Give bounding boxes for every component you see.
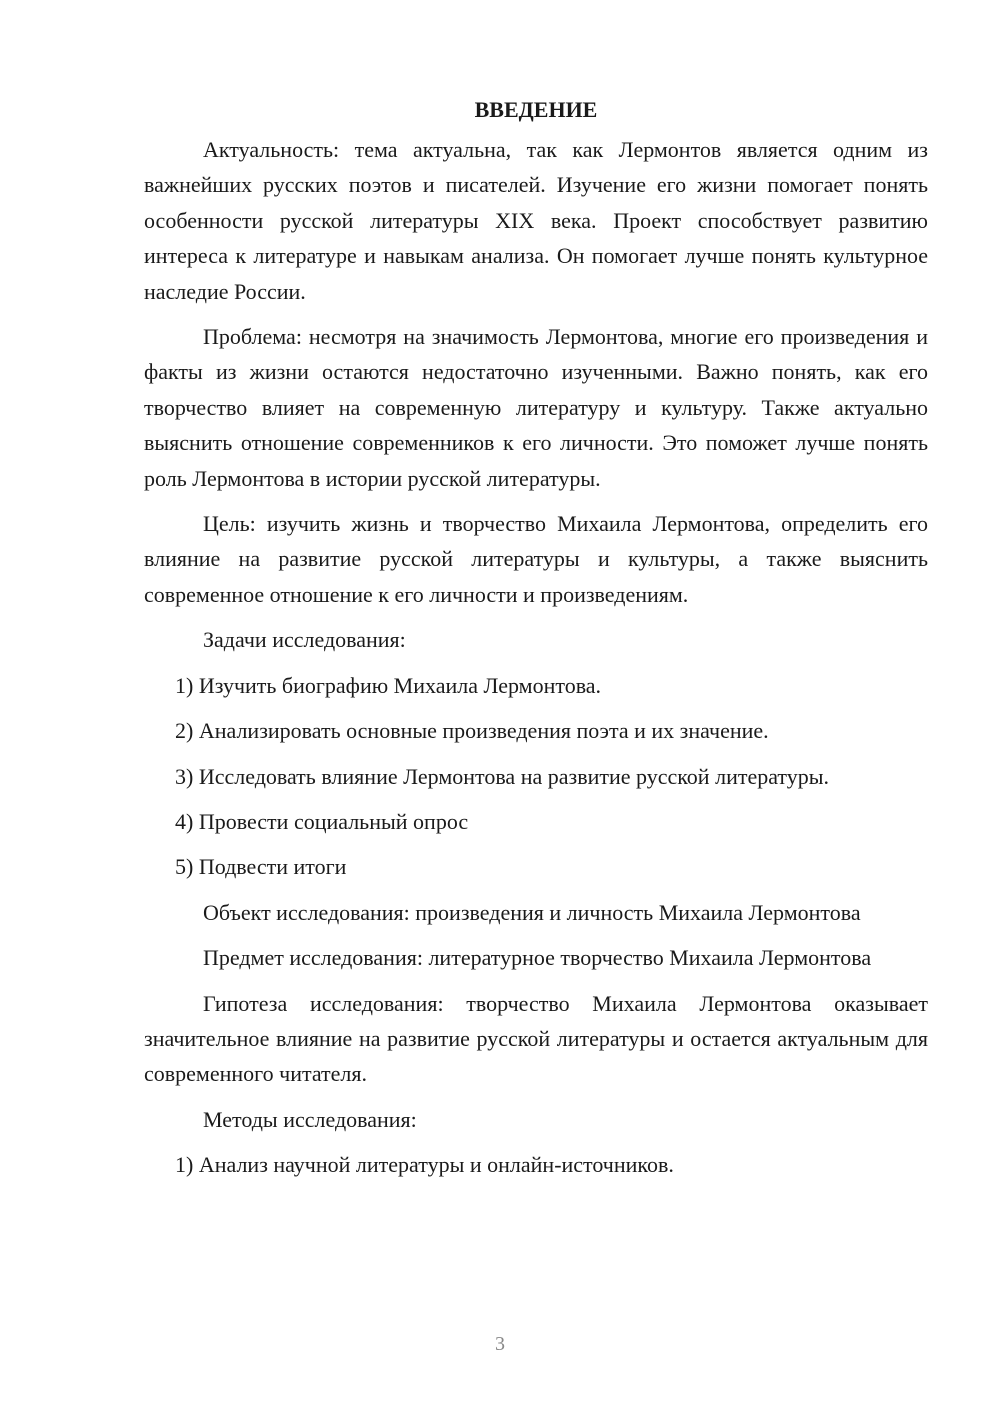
task-item: 5) Подвести итоги	[175, 854, 347, 880]
task-item: 1) Изучить биографию Михаила Лермонтова.	[175, 672, 602, 698]
hypothesis-paragraph: Гипотеза исследования: творчество Михаила Лермонтова оказывает значительное влияние на развитие русской литературы и остается актуальным для современного читателя.	[144, 990, 928, 1087]
document-page	[144, 92, 928, 1193]
subject-paragraph: Предмет исследования: литературное творчество Михаила Лермонтова	[203, 945, 872, 971]
goal-paragraph: Цель: изучить жизнь и творчество Михаила Лермонтова, определить его влияние на развитие русской литературы и культуры, а также выяснить современное отношение к его личности и произведениям.	[144, 511, 928, 607]
tasks-heading: Задачи исследования:	[203, 627, 406, 653]
method-item: 1) Анализ научной литературы и онлайн-источников.	[175, 1152, 674, 1178]
task-item: 3) Исследовать влияние Лермонтова на развитие русской литературы.	[175, 763, 830, 789]
methods-heading: Методы исследования:	[203, 1106, 417, 1132]
relevance-paragraph: Актуальность: тема актуальна, так как Лермонтов является одним из важнейших русских поэтов и писателей. Изучение его жизни помогает понять особенности русской литературы XIX века. Проект способствует развитию интереса к литературе и навыкам анализа. Он помогает лучше понять культурное наследие России.	[144, 137, 928, 304]
section-title: ВВЕДЕНИЕ	[474, 97, 598, 122]
page-number: 3	[495, 1333, 505, 1355]
problem-paragraph: Проблема: несмотря на значимость Лермонтова, многие его произведения и факты из жизни остаются недостаточно изученными. Важно понять, как его творчество влияет на современную литературу и культуру. Также актуально выяснить отношение современников к его личности. Это поможет лучше понять роль Лермонтова в истории русской литературы.	[144, 324, 928, 491]
task-item: 2) Анализировать основные произведения поэта и их значение.	[175, 718, 769, 744]
task-item: 4) Провести социальный опрос	[175, 808, 469, 834]
object-paragraph: Объект исследования: произведения и личность Михаила Лермонтова	[203, 899, 861, 925]
